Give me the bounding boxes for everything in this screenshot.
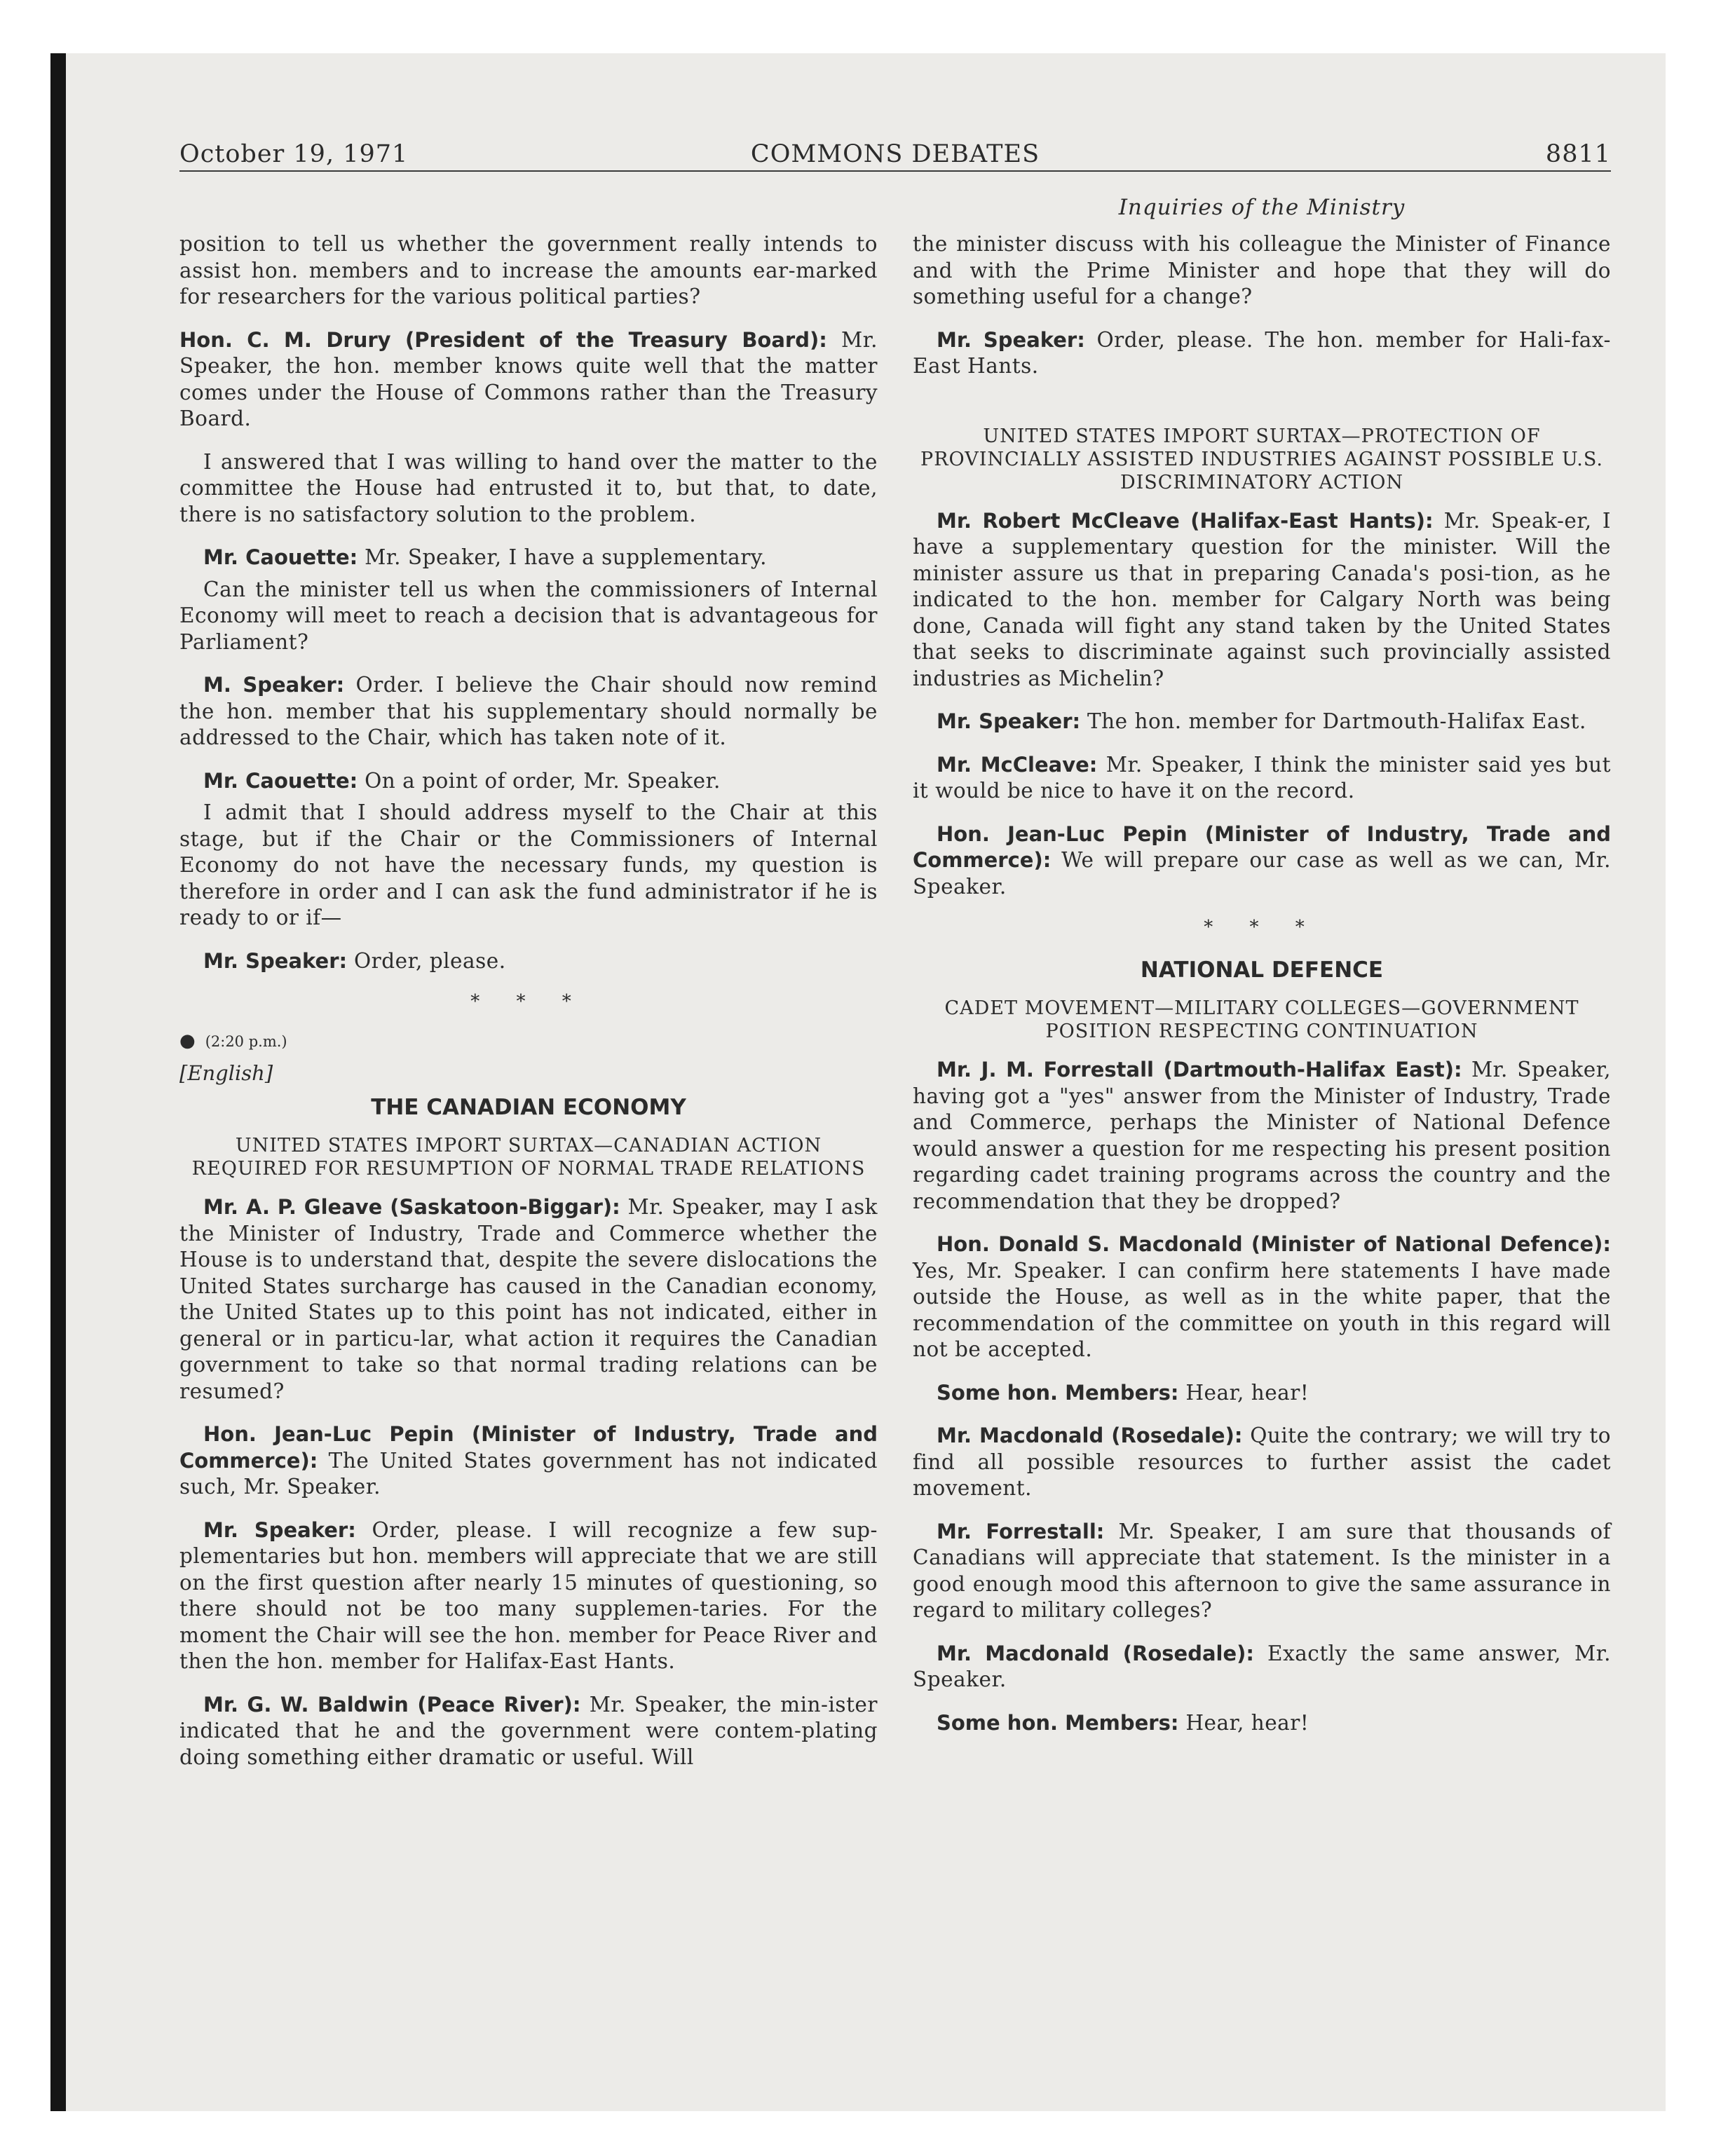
section-title: NATIONAL DEFENCE xyxy=(1140,957,1384,983)
language-marker: [English] xyxy=(179,1061,273,1085)
speech xyxy=(913,1710,1611,1737)
speech xyxy=(913,1057,1611,1215)
speech xyxy=(913,508,1611,692)
right-column xyxy=(913,231,1611,1753)
speaker-name: Mr. Macdonald (Rosedale): xyxy=(937,1641,1254,1665)
header-title: COMMONS DEBATES xyxy=(750,140,1040,168)
left-column xyxy=(179,231,878,1787)
speaker-name: Hon. C. M. Drury (President of the Treasury Board): xyxy=(179,327,827,352)
speech-text: Quite the contrary; we will try to find all possible resources to further assist the cadet movement. xyxy=(913,1424,1611,1500)
speaker-name: M. Speaker: xyxy=(203,673,345,697)
speech-text: Mr. Speak-er, I have a supplementary question for the minister. Will the minister assure us that in preparing Canada's posi-tion, as he indicated to the hon. member for Calgary North was being done, Canada will fight any stand taken by the United States that seeks to discriminate against such provincially assisted industries as Michelin? xyxy=(913,508,1611,690)
speaker-name: Mr. Caouette: xyxy=(203,545,358,569)
speech xyxy=(913,1231,1611,1363)
speech xyxy=(913,327,1611,380)
speech xyxy=(179,1421,878,1501)
speech xyxy=(179,1194,878,1405)
subheading: UNITED STATES IMPORT SURTAX—PROTECTION OF PROVINCIALLY ASSISTED INDUSTRIES AGAINST POSSIBLE U.S. DISCRIMINATORY ACTION xyxy=(920,425,1603,493)
speech xyxy=(179,1517,878,1675)
speech-text: Order, please. xyxy=(347,948,506,973)
speaker-name: Mr. J. M. Forrestall (Dartmouth-Halifax East): xyxy=(937,1058,1462,1082)
speech-text: Mr. Speaker, I have a supplementary. xyxy=(358,545,767,569)
speech-text: Order. I believe the Chair should now remind the hon. member that his supplementary should normally be addressed to the Chair, which has taken note of it. xyxy=(179,673,878,749)
header-rule xyxy=(179,170,1611,172)
paragraph: I admit that I should address myself to the Chair at this stage, but if the Chair or the Commissioners of Internal Economy do not have the necessary funds, my question is therefore in order and I can ask the fund administrator if he is ready to or if— xyxy=(179,800,878,929)
speech-text: Hear, hear! xyxy=(1178,1710,1309,1735)
speech-text: Exactly the same answer, Mr. Speaker. xyxy=(913,1641,1611,1691)
speech-text: Yes, Mr. Speaker. I can confirm here statements I have made outside the House, as well as in the white paper, that the recommendation of the committee on youth in this regard will not be accepted. xyxy=(913,1258,1611,1361)
time-stamp xyxy=(179,1030,878,1051)
speech xyxy=(179,672,878,751)
speech-text: Hear, hear! xyxy=(1178,1380,1309,1405)
speaker-name: Mr. G. W. Baldwin (Peace River): xyxy=(203,1692,581,1717)
speaker-name: Mr. A. P. Gleave (Saskatoon-Biggar): xyxy=(203,1195,620,1219)
section-divider-stars: * * * xyxy=(1204,917,1320,938)
speech xyxy=(913,709,1611,735)
speaker-name: Hon. Donald S. Macdonald (Minister of National Defence): xyxy=(937,1232,1611,1256)
speech-text: Mr. Speaker, may I ask the Minister of Industry, Trade and Commerce whether the House is to understand that, despite the severe dislocations the United States surcharge has caused in the Canadian economy, the United States up to this point has not indicated, either in general or in particu-lar, what action it requires the Canadian government to take so that normal trading relations can be resumed? xyxy=(179,1195,878,1403)
header-date: October 19, 1971 xyxy=(179,140,409,168)
speech-text: The hon. member for Dartmouth-Halifax East. xyxy=(1080,709,1586,733)
speech xyxy=(179,1692,878,1771)
running-head xyxy=(179,140,1611,171)
speech-text: We will prepare our case as well as we can, Mr. Speaker. xyxy=(913,848,1611,899)
speech-text: Order, please. The hon. member for Hali-fax-East Hants. xyxy=(913,327,1611,378)
speech-text: Mr. Speaker, having got a "yes" answer from the Minister of Industry, Trade and Commerce, perhaps the Minister of National Defence would answer a question for me respecting his present position regarding cadet training programs across the country and the recommendation that they be dropped? xyxy=(913,1058,1611,1213)
subheading: UNITED STATES IMPORT SURTAX—CANADIAN ACTION REQUIRED FOR RESUMPTION OF NORMAL TRADE RELATIONS xyxy=(191,1135,866,1180)
speaker-name: Mr. Speaker: xyxy=(203,948,348,973)
section-title: THE CANADIAN ECONOMY xyxy=(371,1095,686,1120)
speaker-name: Mr. McCleave: xyxy=(937,752,1098,777)
right-column-label: Inquiries of the Ministry xyxy=(1118,195,1406,220)
speaker-name: Some hon. Members: xyxy=(937,1380,1179,1405)
speaker-name: Mr. Speaker: xyxy=(937,327,1085,352)
speaker-name: Mr. Speaker: xyxy=(203,1517,356,1542)
paragraph: I answered that I was willing to hand over the matter to the committee the House had entrusted it to, but that, to date, there is no satisfactory solution to the problem. xyxy=(179,449,878,526)
speech-text: Mr. Speaker, the min-ister indicated that he and the government were contem-plating doing something either dramatic or useful. Will xyxy=(179,1692,878,1769)
speech xyxy=(913,1641,1611,1693)
speaker-name: Mr. Forrestall: xyxy=(937,1519,1105,1543)
speech xyxy=(913,821,1611,901)
speaker-name: Hon. Jean-Luc Pepin (Minister of Industry, Trade and Commerce): xyxy=(179,1422,878,1473)
speaker-name: Some hon. Members: xyxy=(937,1710,1179,1735)
speech-text: Order, please. I will recognize a few sup-plementaries but hon. members will appreciate that we are still on the first question after nearly 15 minutes of questioning, so there should not be too many supplemen-taries. For the moment the Chair will see the hon. member for Peace River and then the hon. member for Halifax-East Hants. xyxy=(179,1517,878,1673)
bullet-icon: ● xyxy=(179,1030,196,1051)
header-page-number: 8811 xyxy=(1545,140,1611,168)
speech xyxy=(179,327,878,432)
speech-text: Mr. Speaker, I am sure that thousands of Canadians will appreciate that statement. Is the minister in a good enough mood this afternoon to give the same assurance in regard to military colleges? xyxy=(913,1519,1612,1622)
section-divider-stars: * * * xyxy=(470,991,587,1012)
speech xyxy=(913,752,1611,805)
speech xyxy=(179,948,878,975)
speech xyxy=(913,1423,1611,1502)
time-text: (2:20 p.m.) xyxy=(205,1033,287,1050)
speech xyxy=(179,545,878,571)
speech-text: Mr. Speaker, the hon. member knows quite well that the matter comes under the House of Commons rather than the Treasury Board. xyxy=(179,327,878,430)
speaker-name: Mr. Robert McCleave (Halifax-East Hants): xyxy=(937,508,1434,533)
speech-text: On a point of order, Mr. Speaker. xyxy=(358,768,721,793)
paragraph: Can the minister tell us when the commissioners of Internal Economy will meet to reach a decision that is advantageous for Parliament? xyxy=(179,577,878,654)
speaker-name: Hon. Jean-Luc Pepin (Minister of Industry, Trade and Commerce): xyxy=(913,821,1611,872)
speech xyxy=(179,768,878,795)
speech xyxy=(913,1519,1611,1624)
speech-text: The United States government has not indicated such, Mr. Speaker. xyxy=(179,1448,878,1499)
paragraph: the minister discuss with his colleague the Minister of Finance and with the Prime Minister and hope that they will do something useful for a change? xyxy=(913,232,1611,308)
speech-text: Mr. Speaker, I think the minister said yes but it would be nice to have it on the record. xyxy=(913,752,1611,803)
speaker-name: Mr. Speaker: xyxy=(937,709,1081,733)
speech xyxy=(913,1380,1611,1407)
speaker-name: Mr. Caouette: xyxy=(203,768,358,793)
paragraph: position to tell us whether the government really intends to assist hon. members and to increase the amounts ear-marked for researchers for the various political parties? xyxy=(179,232,878,308)
subheading: CADET MOVEMENT—MILITARY COLLEGES—GOVERNMENT POSITION RESPECTING CONTINUATION xyxy=(944,997,1579,1042)
speaker-name: Mr. Macdonald (Rosedale): xyxy=(937,1424,1243,1447)
